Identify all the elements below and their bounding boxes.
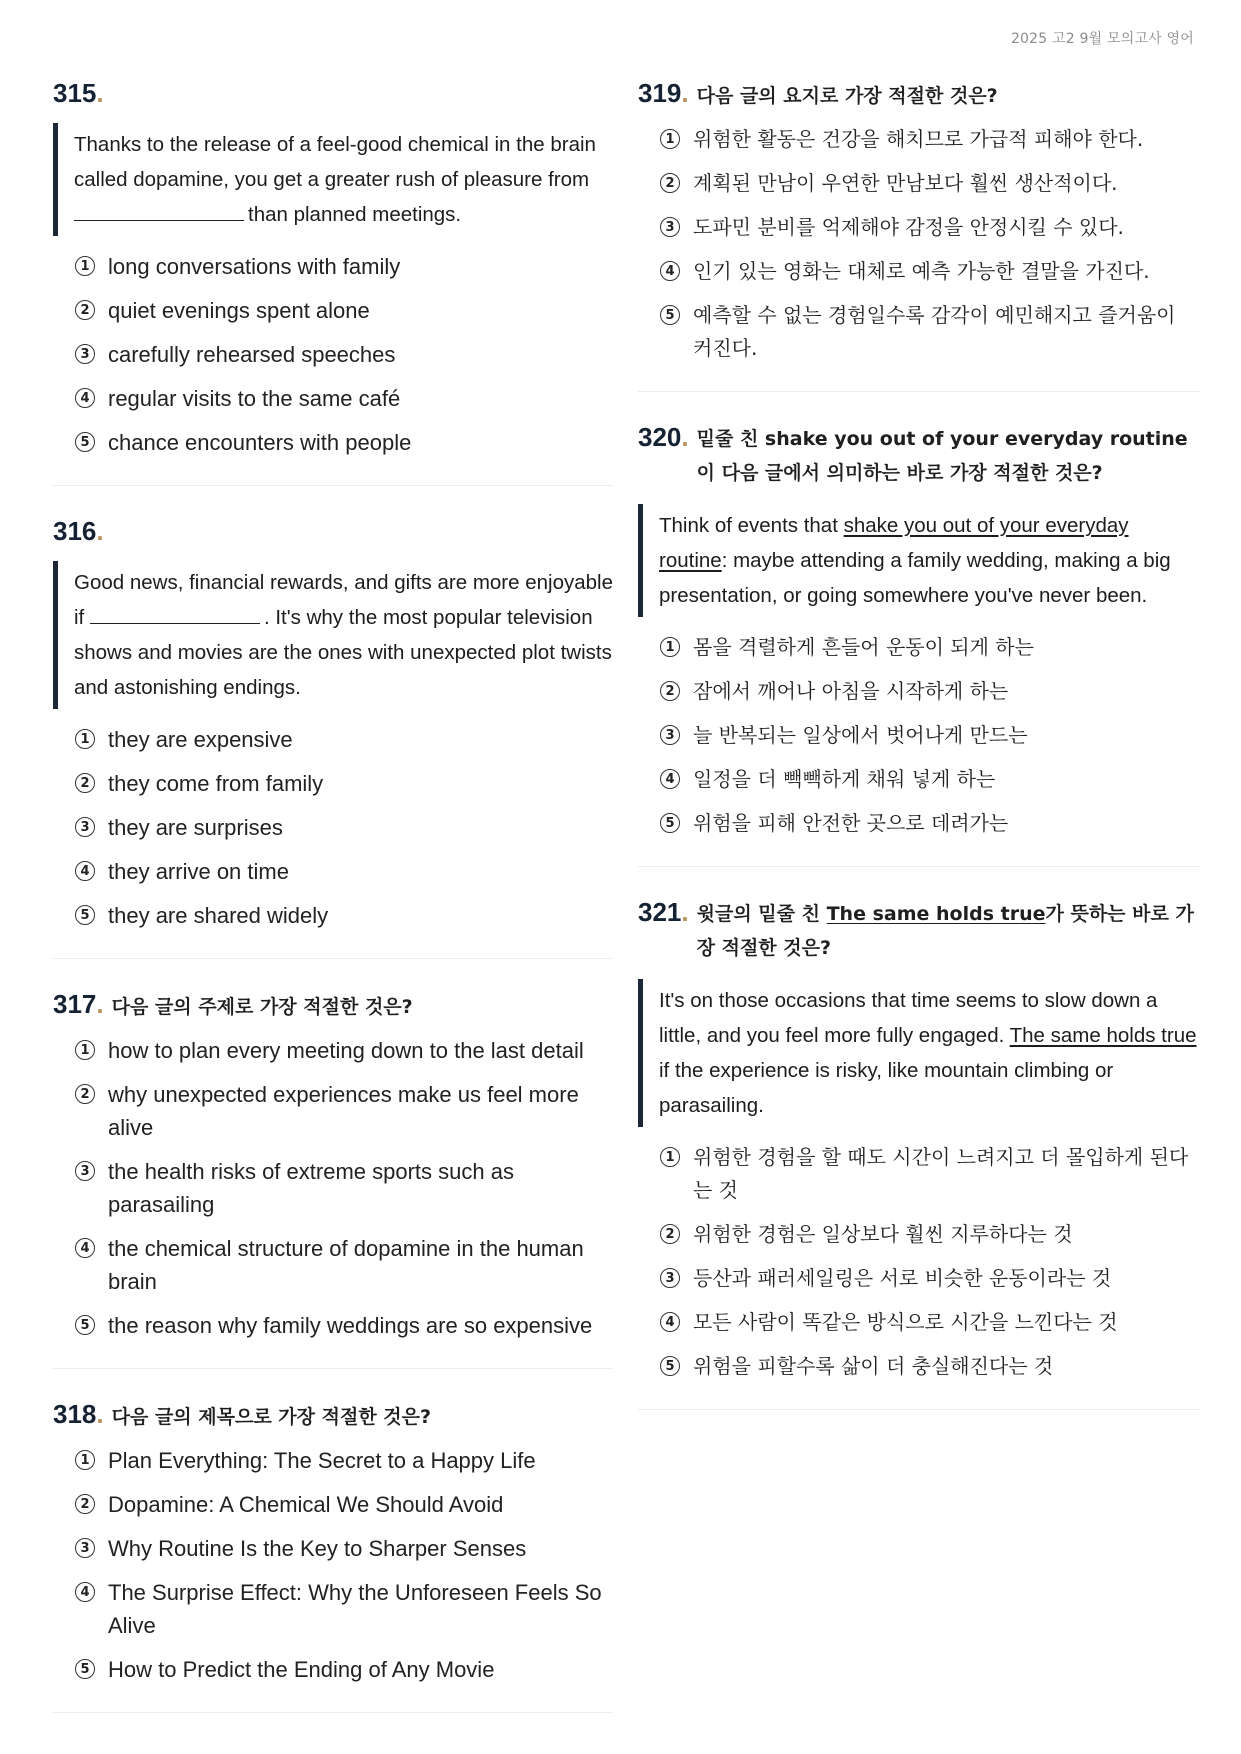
- option-marker: 2: [660, 173, 680, 193]
- option-2[interactable]: 2 they come from family: [75, 767, 613, 800]
- question-317: [53, 989, 613, 1369]
- question-prompt: 윗글의 밑줄 친 The same holds true가 뜻하는 바로 가장 적절한 것은?: [696, 903, 1194, 959]
- option-1[interactable]: 1 위험한 활동은 건강을 해치므로 가급적 피해야 한다.: [660, 123, 1200, 156]
- option-marker: 5: [75, 905, 95, 925]
- page-header: 2025 고2 9월 모의고사 영어: [1010, 31, 1194, 47]
- right-column: [638, 78, 1200, 1440]
- question-header: [53, 989, 613, 1024]
- option-marker: 3: [660, 725, 680, 745]
- question-315: [53, 78, 613, 486]
- option-marker: 4: [75, 1238, 95, 1258]
- option-marker: 5: [75, 1659, 95, 1679]
- option-3[interactable]: 3 they are surprises: [75, 811, 613, 844]
- options-list: [660, 123, 1200, 365]
- question-number: 321.: [638, 897, 689, 927]
- options-list: [75, 1034, 613, 1342]
- option-1[interactable]: 1 long conversations with family: [75, 250, 613, 283]
- option-3[interactable]: 3 carefully rehearsed speeches: [75, 338, 613, 371]
- option-4[interactable]: 4 regular visits to the same café: [75, 382, 613, 415]
- option-4[interactable]: 4 The Surprise Effect: Why the Unforeseen Feels So Alive: [75, 1576, 613, 1642]
- question-number: 320.: [638, 422, 689, 452]
- option-marker: 2: [75, 300, 95, 320]
- option-2[interactable]: 2 계획된 만남이 우연한 만남보다 훨씬 생산적이다.: [660, 167, 1200, 200]
- passage-box: It's on those occasions that time seems to slow down a little, and you feel more fully engaged. The same holds true if the experience is risky, like mountain climbing or parasailing.: [638, 979, 1200, 1127]
- option-marker: 4: [75, 1582, 95, 1602]
- question-header: [53, 78, 613, 109]
- answer-blank: [90, 622, 260, 624]
- option-marker: 5: [660, 305, 680, 325]
- question-header: [53, 1399, 613, 1434]
- question-number: 316.: [53, 516, 104, 546]
- option-5[interactable]: 5 the reason why family weddings are so expensive: [75, 1309, 613, 1342]
- option-4[interactable]: 4 they arrive on time: [75, 855, 613, 888]
- option-5[interactable]: 5 위험을 피해 안전한 곳으로 데려가는: [660, 807, 1200, 840]
- option-marker: 1: [75, 1040, 95, 1060]
- option-5[interactable]: 5 they are shared widely: [75, 899, 613, 932]
- option-5[interactable]: 5 위험을 피할수록 삶이 더 충실해진다는 것: [660, 1350, 1200, 1383]
- question-header: [638, 78, 1200, 113]
- option-marker: 3: [75, 344, 95, 364]
- option-marker: 1: [660, 129, 680, 149]
- option-marker: 2: [75, 1084, 95, 1104]
- option-marker: 4: [660, 769, 680, 789]
- option-5[interactable]: 5 chance encounters with people: [75, 426, 613, 459]
- option-2[interactable]: 2 quiet evenings spent alone: [75, 294, 613, 327]
- question-number: 319.: [638, 78, 689, 108]
- question-316: [53, 516, 613, 959]
- option-marker: 5: [75, 1315, 95, 1335]
- option-marker: 4: [660, 261, 680, 281]
- question-header: [53, 516, 613, 547]
- option-5[interactable]: 5 How to Predict the Ending of Any Movie: [75, 1653, 613, 1686]
- passage-box: [53, 561, 613, 709]
- option-marker: 3: [75, 1538, 95, 1558]
- option-2[interactable]: 2 why unexpected experiences make us feel more alive: [75, 1078, 613, 1144]
- option-marker: 5: [660, 813, 680, 833]
- option-3[interactable]: 3 늘 반복되는 일상에서 벗어나게 만드는: [660, 719, 1200, 752]
- options-list: [660, 631, 1200, 840]
- option-marker: 4: [75, 861, 95, 881]
- question-header: [638, 422, 1200, 490]
- option-marker: 5: [660, 1356, 680, 1376]
- question-321: [638, 897, 1200, 1410]
- option-1[interactable]: 1 몸을 격렬하게 흔들어 운동이 되게 하는: [660, 631, 1200, 664]
- option-2[interactable]: 2 Dopamine: A Chemical We Should Avoid: [75, 1488, 613, 1521]
- question-prompt: 다음 글의 주제로 가장 적절한 것은?: [111, 996, 413, 1018]
- option-marker: 3: [660, 217, 680, 237]
- options-list: [75, 1444, 613, 1686]
- option-marker: 4: [75, 388, 95, 408]
- option-marker: 2: [75, 1494, 95, 1514]
- option-marker: 1: [75, 729, 95, 749]
- left-column: [53, 78, 613, 1743]
- option-2[interactable]: 2 위험한 경험은 일상보다 훨씬 지루하다는 것: [660, 1218, 1200, 1251]
- option-3[interactable]: 3 Why Routine Is the Key to Sharper Senses: [75, 1532, 613, 1565]
- question-header: [638, 897, 1200, 965]
- option-4[interactable]: 4 the chemical structure of dopamine in the human brain: [75, 1232, 613, 1298]
- underlined-phrase: shake you out of your everyday routine: [764, 428, 1188, 450]
- option-marker: 2: [75, 773, 95, 793]
- question-319: [638, 78, 1200, 392]
- underlined-phrase: The same holds true: [1009, 1024, 1197, 1047]
- passage-box: Think of events that shake you out of your everyday routine: maybe attending a family wedding, making a big presentation, or going somewhere you've never been.: [638, 504, 1200, 617]
- question-number: 318.: [53, 1399, 104, 1429]
- option-marker: 1: [75, 256, 95, 276]
- question-320: [638, 422, 1200, 867]
- option-marker: 1: [75, 1450, 95, 1470]
- underlined-phrase: The same holds true: [826, 903, 1046, 925]
- option-marker: 2: [660, 1224, 680, 1244]
- question-318: [53, 1399, 613, 1713]
- option-1[interactable]: 1 they are expensive: [75, 723, 613, 756]
- option-1[interactable]: 1 위험한 경험을 할 때도 시간이 느려지고 더 몰입하게 된다는 것: [660, 1141, 1200, 1207]
- option-1[interactable]: 1 Plan Everything: The Secret to a Happy Life: [75, 1444, 613, 1477]
- option-5[interactable]: 5 예측할 수 없는 경험일수록 감각이 예민해지고 즐거움이 커진다.: [660, 299, 1200, 365]
- question-prompt: 밑줄 친 shake you out of your everyday routine이 다음 글에서 의미하는 바로 가장 적절한 것은?: [696, 428, 1188, 484]
- options-list: [660, 1141, 1200, 1383]
- question-prompt: 다음 글의 요지로 가장 적절한 것은?: [696, 85, 998, 107]
- answer-blank: [74, 219, 244, 221]
- option-4[interactable]: 4 일정을 더 빽빽하게 채워 넣게 하는: [660, 763, 1200, 796]
- option-marker: 4: [660, 1312, 680, 1332]
- option-marker: 5: [75, 432, 95, 452]
- option-3[interactable]: 3 the health risks of extreme sports such as parasailing: [75, 1155, 613, 1221]
- question-prompt: 다음 글의 제목으로 가장 적절한 것은?: [111, 1406, 432, 1428]
- options-list: [75, 250, 613, 459]
- option-marker: 1: [660, 1147, 680, 1167]
- passage-text: Good news, financial rewards, and gifts are more enjoyable if: [74, 571, 613, 629]
- question-number: 315.: [53, 78, 104, 108]
- passage-text: . It's why the most popular television shows and movies are the ones with unexpected plot twists and astonishing endings.: [74, 606, 612, 699]
- option-marker: 1: [660, 637, 680, 657]
- option-marker: 3: [75, 1161, 95, 1181]
- options-list: [75, 723, 613, 932]
- option-4[interactable]: 4 인기 있는 영화는 대체로 예측 가능한 결말을 가진다.: [660, 255, 1200, 288]
- passage-text: Thanks to the release of a feel-good chemical in the brain called dopamine, you get a greater rush of pleasure from: [74, 133, 596, 191]
- option-marker: 3: [75, 817, 95, 837]
- option-4[interactable]: 4 모든 사람이 똑같은 방식으로 시간을 느낀다는 것: [660, 1306, 1200, 1339]
- passage-text: than planned meetings.: [248, 203, 462, 226]
- passage-box: [53, 123, 613, 236]
- option-marker: 2: [660, 681, 680, 701]
- option-3[interactable]: 3 도파민 분비를 억제해야 감정을 안정시킬 수 있다.: [660, 211, 1200, 244]
- option-1[interactable]: 1 how to plan every meeting down to the last detail: [75, 1034, 613, 1067]
- underlined-phrase: shake you out of your everyday routine: [659, 514, 1129, 572]
- option-3[interactable]: 3 등산과 패러세일링은 서로 비슷한 운동이라는 것: [660, 1262, 1200, 1295]
- option-marker: 3: [660, 1268, 680, 1288]
- option-2[interactable]: 2 잠에서 깨어나 아침을 시작하게 하는: [660, 675, 1200, 708]
- question-number: 317.: [53, 989, 104, 1019]
